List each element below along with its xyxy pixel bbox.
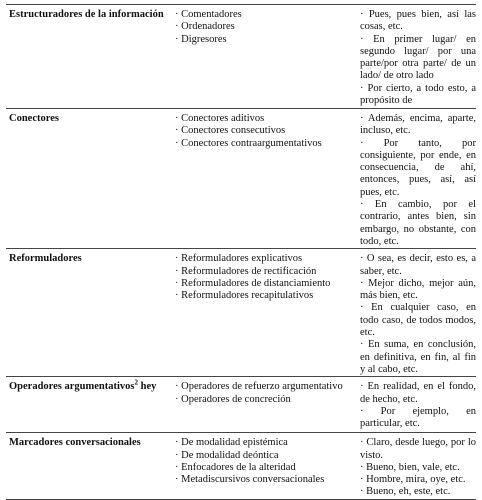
example-item: · En realidad, en el fondo, de hecho, etc.	[360, 381, 476, 405]
table-row	[6, 249, 476, 377]
example-item: · En primer lugar/ en segundo lugar/ por una parte/por otra parte/ de un lado/ de otro lado	[360, 33, 476, 82]
subtype-item: · Reformuladores recapitulativos	[175, 290, 314, 302]
category-cell: Reformuladores	[6, 249, 171, 377]
example-item: · Claro, desde luego, por lo visto.	[360, 437, 476, 461]
category-cell: Conectores	[6, 109, 171, 249]
category-cell: Estructuradores de la información	[6, 5, 171, 109]
subtype-item: · Conectores contraargumentativos	[175, 137, 322, 149]
subtype-item: · Conectores consecutivos	[175, 125, 286, 137]
example-item: · En suma, en conclusión, en definitiva, en fin, al fin y al cabo, etc.	[360, 339, 476, 375]
example-item: · Por ejemplo, en particular, etc.	[360, 405, 476, 430]
subtype-item: · Reformuladores de distanciamiento	[175, 277, 331, 289]
subtype-item: · Comentadores	[175, 9, 242, 20]
example-item: · Bueno, bien, vale, etc.	[360, 461, 460, 473]
examples-cell	[356, 377, 476, 433]
example-item: · Pues, pues bien, así las cosas, etc.	[360, 9, 476, 33]
example-item: · Mejor dicho, mejor aún, más bien, etc.	[360, 277, 476, 302]
example-item: · Además, encima, aparte, incluso, etc.	[360, 113, 476, 137]
example-item: · O sea, es decir, esto es, a saber, etc.	[360, 253, 476, 277]
subtypes-cell	[171, 109, 356, 249]
category-cell: Operadores argumentativos$^2$ hey	[6, 377, 171, 433]
example-item: · Bueno, eh, este, etc.	[360, 486, 451, 498]
subtypes-cell	[171, 377, 356, 433]
example-item: · Hombre, mira, oye, etc.	[360, 474, 466, 486]
subtype-item: · Operadores de concreción	[175, 393, 291, 405]
subtype-item: · De modalidad epistémica	[175, 437, 288, 449]
subtype-item: · Ordenadores	[175, 21, 235, 33]
discourse-markers-table	[6, 4, 476, 500]
subtypes-cell	[171, 249, 356, 377]
example-item: · En cualquier caso, en todo caso, de todos modos, etc.	[360, 302, 476, 339]
table-row	[6, 5, 476, 109]
examples-cell	[356, 249, 476, 377]
subtype-item: · De modalidad deóntica	[175, 449, 279, 461]
subtypes-cell	[171, 5, 356, 109]
subtype-item: · Metadiscursivos conversacionales	[175, 474, 325, 486]
examples-cell	[356, 109, 476, 249]
example-item: · Por cierto, a todo esto, a propósito de	[360, 82, 476, 107]
subtype-item: · Reformuladores explicativos	[175, 253, 303, 265]
subtype-item: · Enfocadores de la alteridad	[175, 461, 296, 473]
examples-cell	[356, 433, 476, 499]
subtypes-cell	[171, 433, 356, 499]
category-cell: Marcadores conversacionales	[6, 433, 171, 499]
subtype-item: · Conectores aditivos	[175, 113, 265, 124]
table-row	[6, 433, 476, 499]
examples-cell	[356, 5, 476, 109]
subtype-item: · Reformuladores de rectificación	[175, 265, 317, 277]
example-item: · Por tanto, por consiguiente, por ende, en consecuencia, de ahí, entonces, pues, así, así pues, etc.	[360, 137, 476, 198]
table-row	[6, 109, 476, 249]
subtype-item: · Operadores de refuerzo argumentativo	[175, 381, 343, 393]
table-row	[6, 377, 476, 433]
footnote-marker: 2	[134, 378, 139, 387]
subtype-item: · Digresores	[175, 33, 227, 45]
example-item: · En cambio, por el contrario, antes bien, sin embargo, no obstante, con todo, etc.	[360, 199, 476, 247]
